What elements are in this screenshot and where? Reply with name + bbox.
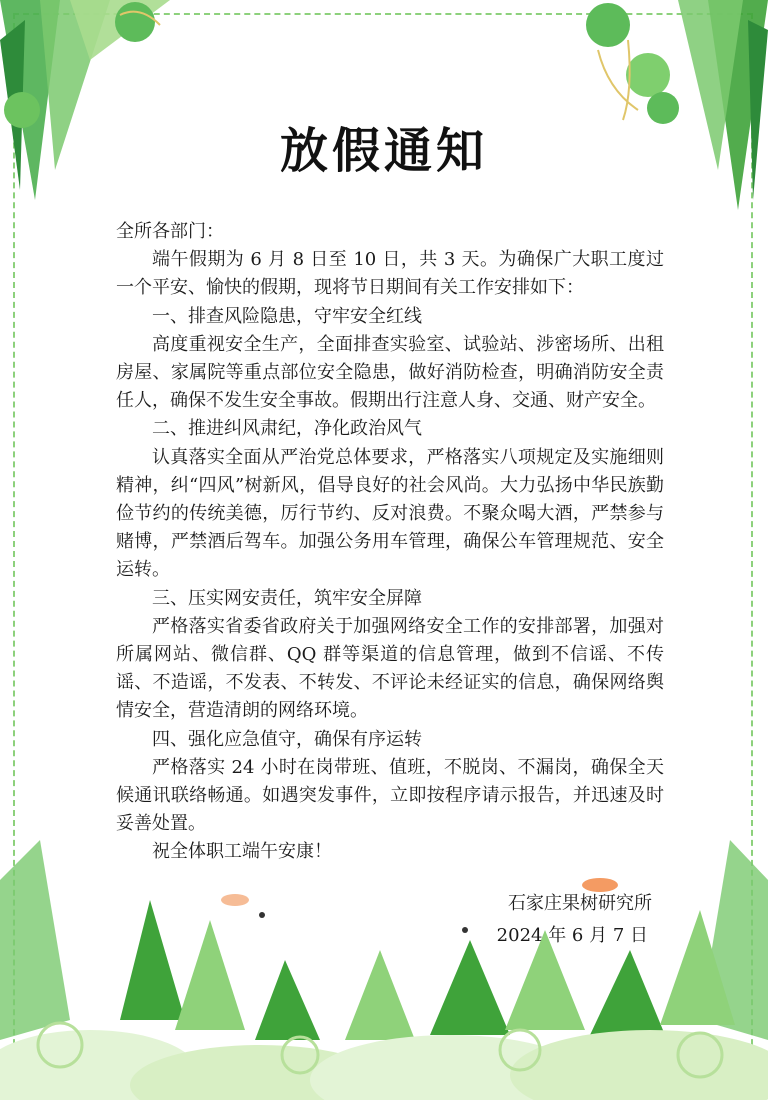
section-body: 严格落实 24 小时在岗带班、值班，不脱岗、不漏岗，确保全天候通讯联络畅通。如遇突发事件，立即按程序请示报告，并迅速及时妥善处置。: [116, 756, 664, 835]
section-body: 严格落实省委省政府关于加强网络安全工作的安排部署，加强对所属网站、微信群、QQ 群等渠道的信息管理，做到不信谣、不传谣、不造谣，不发表、不转发、不评论未经证实的信息，确保网络舆情安全，营造清朗的网络环境。: [116, 615, 664, 722]
greeting: 全所各部门：: [116, 221, 224, 242]
section-heading: 二、推进纠风肃纪，净化政治风气: [152, 418, 422, 440]
section-heading: 一、排查风险隐患，守牢安全红线: [152, 305, 422, 327]
signature-organization: 石家庄果树研究所: [508, 893, 652, 914]
section-heading: 三、压实网安责任，筑牢安全屏障: [152, 587, 422, 609]
signature-date: 2024 年 6 月 7 日: [496, 925, 648, 946]
zongzi-decoration-top-right: [568, 0, 768, 220]
section-body: 高度重视安全生产，全面排查实验室、试验站、涉密场所、出租房屋、家属院等重点部位安全隐患，做好消防检查，明确消防安全责任人，确保不发生安全事故。假期出行注意人身、交通、财产安全。: [116, 333, 664, 412]
section-heading: 四、强化应急值守，确保有序运转: [152, 728, 422, 750]
closing-wish: 祝全体职工端午安康！: [152, 841, 332, 863]
intro-paragraph: 端午假期为 6 月 8 日至 10 日，共 3 天。为确保广大职工度过一个平安、愉快的假期，现将节日期间有关工作安排如下：: [116, 249, 664, 299]
notice-body: [116, 218, 664, 867]
cloud-leaf-decoration-bottom: [0, 840, 768, 1100]
zongzi-leaf-decoration-top-left: [0, 0, 200, 220]
page-title: 放假通知: [279, 123, 488, 179]
section-body: 认真落实全面从严治党总体要求，严格落实八项规定及实施细则精神，纠“四风”树新风，倡导良好的社会风尚。大力弘扬中华民族勤俭节约的传统美德，厉行节约、反对浪费。不聚众喝大酒，严禁参与赌博，严禁酒后驾车。加强公务用车管理，确保公车管理规范、安全运转。: [116, 446, 664, 581]
